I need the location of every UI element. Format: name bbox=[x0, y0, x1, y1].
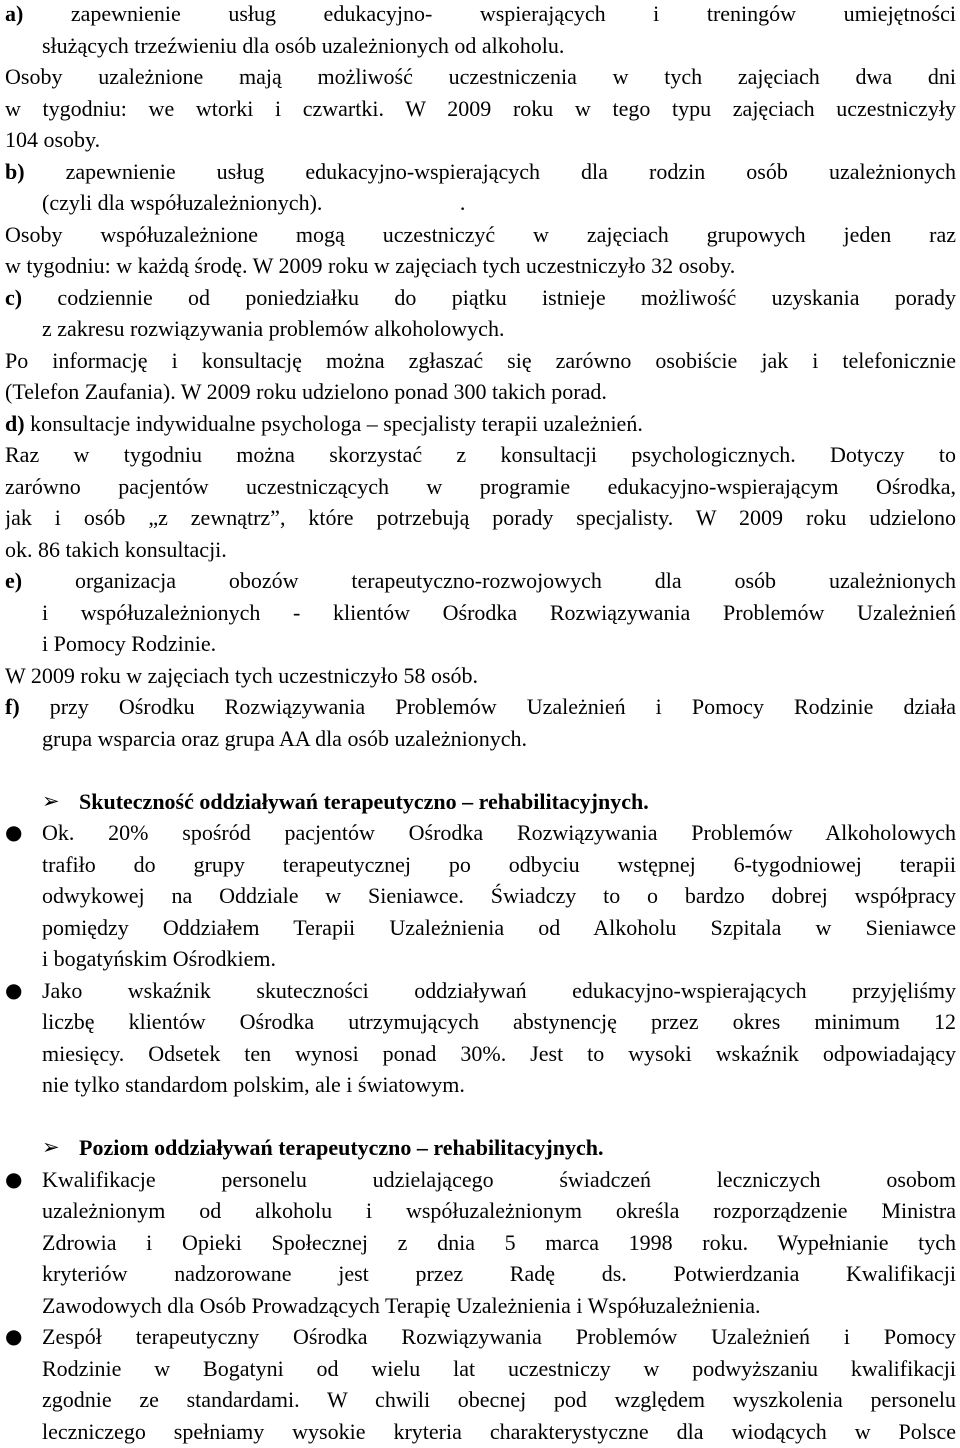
section-a-para-1: Osoby uzależnione mają możliwość uczestniczenia w tych zajęciach dwa dni bbox=[5, 64, 956, 89]
heading-level bbox=[5, 1132, 956, 1164]
section-f-line-2: grupa wsparcia oraz grupa AA dla osób uzależnionych. bbox=[42, 725, 528, 751]
bullet-2-1-line-1 bbox=[5, 1164, 956, 1196]
bullet-1-2-text-1: Jako wskaźnik skuteczności oddziaływań edukacyjno-wspierających przyjęliśmy bbox=[42, 977, 956, 1003]
section-a-para-2: w tygodniu: we wtorki i czwartki. W 2009 roku w tego typu zajęciach uczestniczyły bbox=[5, 95, 956, 121]
section-a-line-1 bbox=[5, 0, 956, 30]
section-e-line-2: i współuzależnionych - klientów Ośrodka Rozwiązywania Problemów Uzależnień bbox=[42, 599, 956, 625]
section-a-line-2: służących trzeźwieniu dla osób uzależnionych od alkoholu. bbox=[42, 32, 565, 58]
document-page bbox=[5, 0, 956, 1447]
bullet-2-2-text-1: Zespół terapeutyczny Ośrodka Rozwiązywania Problemów Uzależnień i Pomocy bbox=[42, 1324, 956, 1349]
section-e-text-1: organizacja obozów terapeutyczno-rozwojowych dla osób uzależnionych bbox=[22, 568, 956, 593]
bullet-1-1-line-5: i bogatyńskim Ośrodkiem. bbox=[42, 946, 277, 971]
bullet-1-2-line-1 bbox=[5, 975, 956, 1007]
section-b-para-1: Osoby współuzależnione mogą uczestniczyć w zajęciach grupowych jeden raz bbox=[5, 221, 956, 247]
bullet-2-1-line-4: kryteriów nadzorowane jest przez Radę ds. Potwierdzania Kwalifikacji bbox=[42, 1261, 956, 1286]
bullet-2-2-line-1 bbox=[5, 1321, 956, 1353]
section-d-para-1: Raz w tygodniu można skorzystać z konsultacji psychologicznych. Dotyczy to bbox=[5, 442, 956, 467]
heading-level-text: Poziom oddziaływań terapeutyczno – rehabilitacyjnych. bbox=[79, 1135, 604, 1160]
bullet-1-1-line-2: trafiło do grupy terapeutycznej po odbyciu wstępnej 6-tygodniowej terapii bbox=[42, 851, 956, 877]
section-d-para-2: zarówno pacjentów uczestniczących w programie edukacyjno-wspierającym Ośrodka, bbox=[5, 473, 956, 499]
section-a-label: a) bbox=[5, 1, 24, 26]
section-b-para-2: w tygodniu: w każdą środę. W 2009 roku w zajęciach tych uczestniczyło 32 osoby. bbox=[5, 253, 736, 278]
bullet-dot-icon: ● bbox=[5, 820, 23, 844]
section-b-text-1: zapewnienie usług edukacyjno-wspierających dla rodzin osób uzależnionych bbox=[24, 158, 956, 184]
section-d-text-1: konsultacje indywidualne psychologa – specjalisty terapii uzależnień. bbox=[24, 410, 643, 436]
heading-effectiveness-text: Skuteczność oddziaływań terapeutyczno – rehabilitacyjnych. bbox=[79, 788, 649, 814]
section-b-label: b) bbox=[5, 158, 25, 184]
bullet-2-1-line-3: Zdrowia i Opieki Społecznej z dnia 5 marca 1998 roku. Wypełnianie tych bbox=[42, 1229, 956, 1255]
section-e-line-1 bbox=[5, 565, 956, 597]
spacer bbox=[5, 1101, 956, 1133]
section-b-line-1 bbox=[5, 156, 956, 188]
section-c-line-1 bbox=[5, 282, 956, 314]
section-f-text-1: przy Ośrodku Rozwiązywania Problemów Uzależnień i Pomocy Rodzinie działa bbox=[19, 694, 956, 719]
section-a-text-1: zapewnienie usług edukacyjno- wspierających i treningów umiejętności bbox=[23, 1, 956, 26]
section-c-para-1: Po informację i konsultację można zgłaszać się zarówno osobiście jak i telefonicznie bbox=[5, 347, 956, 373]
bullet-1-2-line-3: miesięcy. Odsetek ten wynosi ponad 30%. Jest to wysoki wskaźnik odpowiadający bbox=[42, 1040, 956, 1066]
bullet-1-1-text-1: Ok. 20% spośród pacjentów Ośrodka Rozwiązywania Problemów Alkoholowych bbox=[42, 820, 956, 845]
section-c-line-2: z zakresu rozwiązywania problemów alkoholowych. bbox=[42, 316, 505, 341]
section-c-para-2: (Telefon Zaufania). W 2009 roku udzielono ponad 300 takich porad. bbox=[5, 379, 607, 404]
arrow-bullet-icon: ➢ bbox=[42, 788, 60, 813]
bullet-dot-icon: ● bbox=[5, 1324, 23, 1348]
bullet-2-2-line-3: zgodnie ze standardami. W chwili obecnej pod względem wyszkolenia personelu bbox=[42, 1387, 956, 1412]
section-c-label: c) bbox=[5, 284, 23, 310]
section-d-para-4: ok. 86 takich konsultacji. bbox=[5, 536, 227, 562]
section-f-label: f) bbox=[5, 694, 20, 719]
bullet-1-1-line-3: odwykowej na Oddziale w Sieniawce. Świadczy to o bardzo dobrej współpracy bbox=[42, 883, 956, 908]
arrow-bullet-icon: ➢ bbox=[42, 1135, 60, 1159]
bullet-2-2-line-4: leczniczego spełniamy wysokie kryteria charakterystyczne dla wiodących w Polsce bbox=[42, 1418, 956, 1444]
bullet-2-2-line-2: Rodzinie w Bogatyni od wielu lat uczestniczy w podwyższaniu kwalifikacji bbox=[42, 1355, 956, 1381]
section-e-line-3: i Pomocy Rodzinie. bbox=[42, 631, 217, 656]
spacer bbox=[5, 754, 956, 786]
section-d-para-3: jak i osób „z zewnątrz”, które potrzebują porady specjalisty. W 2009 roku udzielono bbox=[5, 505, 956, 530]
bullet-2-1-line-5: Zawodowych dla Osób Prowadzących Terapię Uzależnienia i Współuzależnienia. bbox=[42, 1292, 761, 1318]
section-a-para-3: 104 osoby. bbox=[5, 127, 101, 152]
bullet-1-1-line-4: pomiędzy Oddziałem Terapii Uzależnienia od Alkoholu Szpitala w Sieniawce bbox=[42, 914, 956, 940]
bullet-1-1-line-1 bbox=[5, 817, 956, 849]
bullet-1-2-line-2: liczbę klientów Ośrodka utrzymujących abstynencję przez okres minimum 12 bbox=[42, 1009, 956, 1034]
bullet-1-2-line-4: nie tylko standardom polskim, ale i światowym. bbox=[42, 1072, 465, 1097]
section-d-label: d) bbox=[5, 410, 25, 436]
section-f-line-1 bbox=[5, 691, 956, 723]
section-e-para-1: W 2009 roku w zajęciach tych uczestniczyło 58 osób. bbox=[5, 662, 479, 688]
section-e-label: e) bbox=[5, 568, 23, 593]
bullet-dot-icon: ● bbox=[5, 1166, 23, 1191]
heading-effectiveness bbox=[5, 786, 956, 818]
section-b-line-2: (czyli dla współuzależnionych). . bbox=[42, 190, 466, 215]
section-d-line-1 bbox=[5, 408, 956, 440]
bullet-2-1-line-2: uzależnionym od alkoholu i współuzależnionym określa rozporządzenie Ministra bbox=[42, 1198, 956, 1223]
section-c-text-1: codziennie od poniedziałku do piątku istnieje możliwość uzyskania porady bbox=[22, 284, 956, 310]
bullet-2-1-text-1: Kwalifikacje personelu udzielającego świadczeń leczniczych osobom bbox=[42, 1166, 956, 1192]
bullet-dot-icon: ● bbox=[5, 977, 23, 1002]
